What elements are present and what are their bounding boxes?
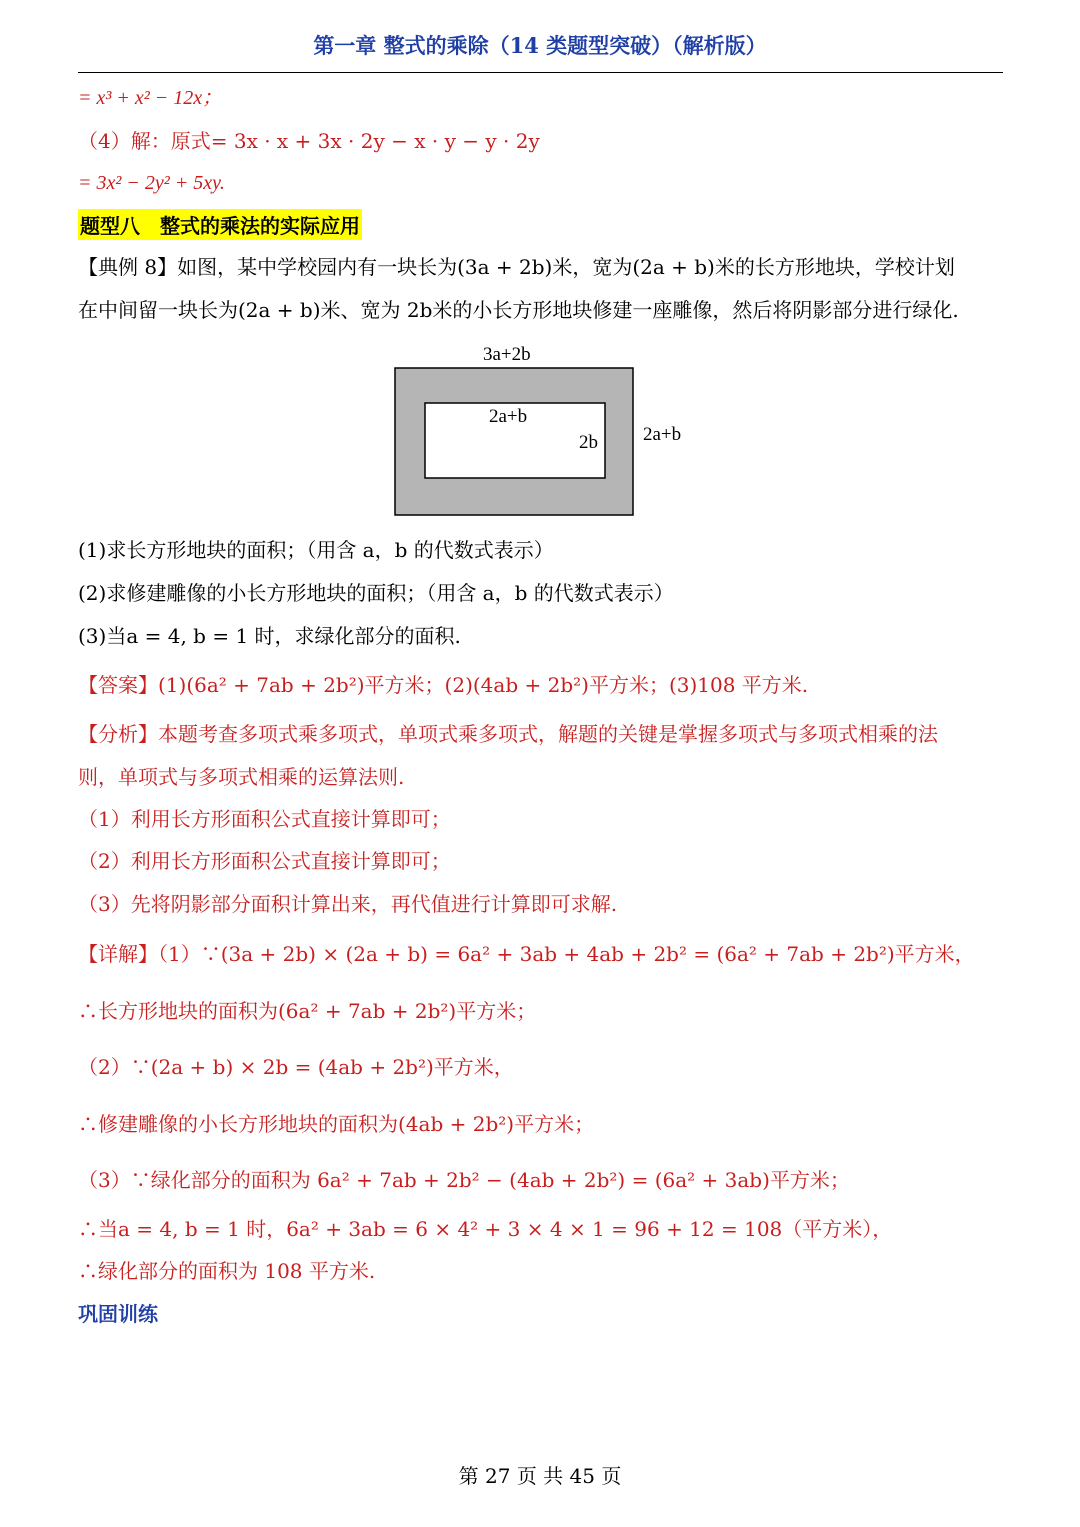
outer-length-label: 3a+2b	[483, 344, 531, 365]
analysis-line-4: （2）利用长方形面积公式直接计算即可；	[78, 849, 451, 873]
practice-heading: 巩固训练	[78, 1302, 158, 1326]
solution-line-3: （2）∵(2a + b) × 2b = (4ab + 2b²)平方米，	[78, 1055, 514, 1079]
analysis-line-5: （3）先将阴影部分面积计算出来，再代值进行计算即可求解.	[78, 892, 618, 916]
question-2: (2)求修建雕像的小长方形地块的面积；（用含 a，b 的代数式表示）	[78, 581, 674, 605]
solution-line-5: （3）∵绿化部分的面积为 6a² + 7ab + 2b² − (4ab + 2b²) = (6a² + 3ab)平方米；	[78, 1168, 850, 1192]
prev-solution-line-1: = x³ + x² − 12x；	[78, 87, 223, 109]
page-footer: 第 27 页 共 45 页	[458, 1464, 622, 1488]
solution-line-6: ∴当a = 4, b = 1 时，6a² + 3ab = 6 × 4² + 3 × 4 × 1 = 96 + 12 = 108（平方米），	[78, 1217, 893, 1241]
page-header-title: 第一章 整式的乘除（14 类题型突破）（解析版）	[313, 33, 767, 58]
solution-line-1: 【详解】（1）∵(3a + 2b) × (2a + b) = 6a² + 3ab + 4ab + 2b² = (6a² + 7ab + 2b²)平方米，	[78, 942, 975, 966]
inner-length-label: 2a+b	[489, 406, 528, 427]
answer-line: 【答案】(1)(6a² + 7ab + 2b²)平方米；(2)(4ab + 2b²)平方米；(3)108 平方米.	[78, 673, 809, 697]
section-title: 题型八 整式的乘法的实际应用	[78, 209, 362, 240]
outer-width-label: 2a+b	[643, 424, 682, 445]
solution-line-4: ∴修建雕像的小长方形地块的面积为(4ab + 2b²)平方米；	[78, 1112, 595, 1136]
inner-width-label: 2b	[579, 432, 598, 453]
solution-line-7: ∴绿化部分的面积为 108 平方米.	[78, 1259, 376, 1283]
header-divider	[78, 72, 1003, 73]
prev-solution-line-3: = 3x² − 2y² + 5xy.	[78, 172, 225, 194]
analysis-line-2: 则，单项式与多项式相乘的运算法则.	[78, 765, 405, 789]
example-text-line-1: 【典例 8】如图，某中学校园内有一块长为(3a + 2b)米，宽为(2a + b)米的长方形地块，学校计划	[78, 255, 955, 279]
prev-solution-line-2: （4）解：原式= 3x · x + 3x · 2y − x · y − y · 2y	[78, 129, 540, 153]
rectangle-figure	[393, 340, 693, 525]
question-3: (3)当a = 4, b = 1 时，求绿化部分的面积.	[78, 624, 461, 648]
question-1: (1)求长方形地块的面积；（用含 a，b 的代数式表示）	[78, 538, 554, 562]
solution-line-2: ∴长方形地块的面积为(6a² + 7ab + 2b²)平方米；	[78, 999, 537, 1023]
analysis-line-3: （1）利用长方形面积公式直接计算即可；	[78, 807, 451, 831]
analysis-line-1: 【分析】本题考查多项式乘多项式，单项式乘多项式，解题的关键是掌握多项式与多项式相乘的法	[78, 722, 938, 746]
example-text-line-2: 在中间留一块长为(2a + b)米、宽为 2b米的小长方形地块修建一座雕像，然后将阴影部分进行绿化.	[78, 298, 959, 322]
